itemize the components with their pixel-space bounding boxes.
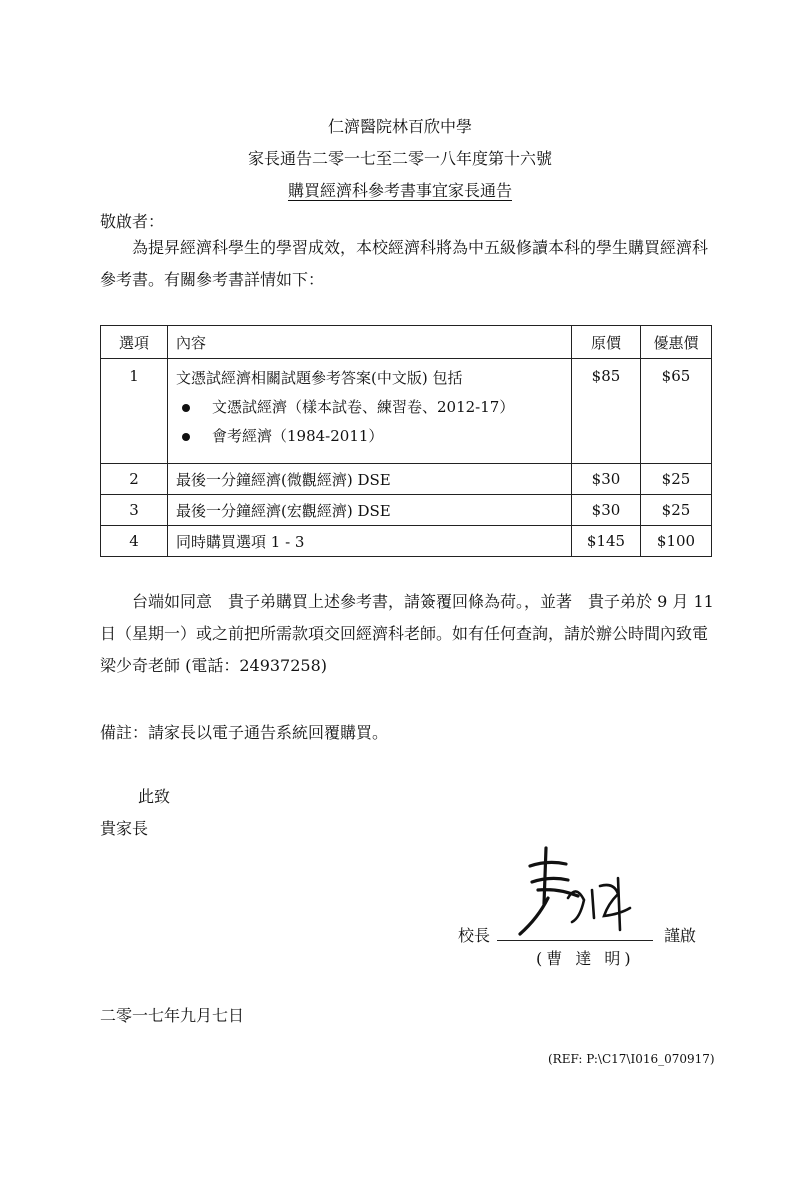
salutation: 敬啟者： xyxy=(100,212,165,231)
reference-code: (REF: P:\C17\I016_070917) xyxy=(548,1052,715,1066)
header-content: 內容 xyxy=(168,326,572,359)
closing-line: 此致 xyxy=(138,787,171,806)
option-number: 1 xyxy=(101,359,168,464)
original-price: $85 xyxy=(572,359,641,464)
option-number: 4 xyxy=(101,526,168,557)
option-content xyxy=(168,359,572,464)
handwritten-signature xyxy=(508,838,648,938)
reference-book-table xyxy=(100,325,712,557)
notice-subject xyxy=(0,178,800,201)
notice-subject-text: 購買經濟科參考書事宜家長通告 xyxy=(287,181,512,200)
table-row xyxy=(101,495,712,526)
bullet-text: 文憑試經濟（樣本試卷、練習卷、2012-17） xyxy=(212,398,515,416)
closing-addressee: 貴家長 xyxy=(100,819,149,838)
bullet-icon xyxy=(182,404,190,412)
intro-paragraph: 為提昇經濟科學生的學習成效，本校經濟科將為中五級修讀本科的學生購買經濟科參考書。有關參考書詳情如下： xyxy=(100,238,709,289)
option-content-title: 文憑試經濟相關試題參考答案(中文版) 包括 xyxy=(176,369,463,387)
discount-price: $65 xyxy=(641,359,712,464)
original-price: $30 xyxy=(572,464,641,495)
table-row xyxy=(101,526,712,557)
original-price: $145 xyxy=(572,526,641,557)
signature-line xyxy=(497,940,653,941)
notice-date: 二零一七年九月七日 xyxy=(100,1006,245,1025)
principal-name: (曹 達 明) xyxy=(536,949,635,968)
discount-price: $25 xyxy=(641,495,712,526)
respectfully-label: 謹啟 xyxy=(664,926,697,945)
bullet-text: 會考經濟（1984-2011） xyxy=(212,427,384,445)
option-content: 同時購買選項 1 - 3 xyxy=(168,526,572,557)
list-item xyxy=(176,425,571,446)
original-price: $30 xyxy=(572,495,641,526)
header-option: 選項 xyxy=(101,326,168,359)
notice-number: 家長通告二零一七至二零一八年度第十六號 xyxy=(247,149,552,168)
header-original-price: 原價 xyxy=(572,326,641,359)
bullet-icon xyxy=(182,433,190,441)
table-row xyxy=(101,359,712,464)
table-header-row xyxy=(101,326,712,359)
header-discount-price: 優惠價 xyxy=(641,326,712,359)
principal-label: 校長 xyxy=(458,926,491,945)
remark: 備註：請家長以電子通告系統回覆購買。 xyxy=(100,723,389,742)
option-number: 2 xyxy=(101,464,168,495)
discount-price: $100 xyxy=(641,526,712,557)
discount-price: $25 xyxy=(641,464,712,495)
list-item xyxy=(176,396,571,417)
table-row xyxy=(101,464,712,495)
option-number: 3 xyxy=(101,495,168,526)
option-content: 最後一分鐘經濟(宏觀經濟) DSE xyxy=(168,495,572,526)
school-name: 仁濟醫院林百欣中學 xyxy=(327,117,472,136)
reply-instructions-paragraph: 台端如同意 貴子弟購買上述參考書，請簽覆回條為荷。，並著 貴子弟於 9 月 11 日（星期一）或之前把所需款項交回經濟科老師。如有任何查詢，請於辦公時間內致電梁少奇老師 (電話：24937258) xyxy=(100,592,714,675)
option-content: 最後一分鐘經濟(微觀經濟) DSE xyxy=(168,464,572,495)
